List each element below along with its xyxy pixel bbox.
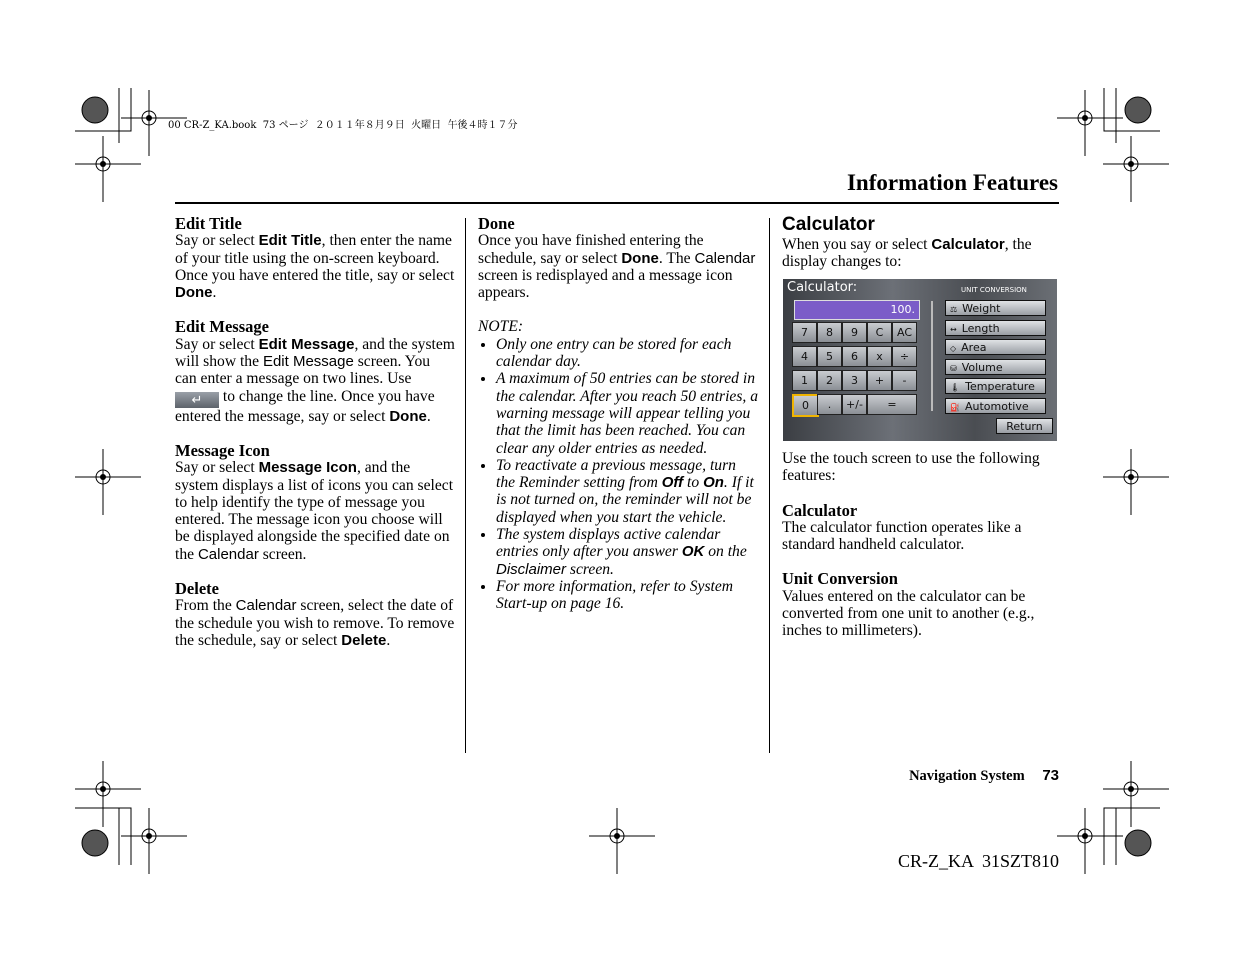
column-3-bottom [782, 450, 1062, 657]
unit-conversion-label: UNIT CONVERSION [961, 286, 1027, 294]
calculator-key[interactable]: 7 [792, 322, 817, 343]
unit-label: Length [961, 321, 1000, 335]
after-text [782, 450, 1062, 485]
note-item [496, 370, 758, 456]
text-segment: The system displays active calendar entries only after you answer [496, 526, 721, 561]
text-segment: When you say or select [782, 236, 932, 253]
document-code: CR-Z_KA 31SZT810 [897, 851, 1059, 871]
calculator-key[interactable]: 8 [817, 322, 842, 343]
section-heading: Edit Message [175, 317, 269, 337]
text-segment: Use the touch screen to use the following features: [782, 450, 1040, 485]
header-rule [175, 202, 1059, 204]
column-divider [465, 218, 466, 753]
text-segment: . [212, 284, 217, 302]
unit-label: Temperature [965, 380, 1035, 393]
text-segment: to change the line. Once you have entered the message, say or select [175, 387, 435, 425]
enter-key-icon: ↵ [175, 392, 219, 408]
text-segment: to [683, 474, 704, 492]
text-segment: , and the system will show the [175, 335, 455, 371]
ui-term: Edit Message [258, 335, 355, 353]
text-segment: screen. [258, 545, 307, 563]
text-segment: . [386, 631, 391, 649]
section-body [782, 588, 1062, 640]
section-body [175, 459, 455, 563]
calculator-key[interactable]: 9 [842, 322, 867, 343]
text-segment: , then enter the name of your title using the on-screen keyboard. Once you have entered the title, say or select [175, 232, 455, 284]
unit-label: Weight [962, 302, 1001, 315]
unit-label: Area [961, 341, 987, 354]
temperature-icon: 🌡 [950, 383, 961, 392]
calculator-key[interactable]: 3 [842, 370, 867, 391]
section-heading: Delete [175, 579, 219, 599]
text-segment: Say or select [175, 335, 259, 353]
text-segment: screen, select the date of the schedule you wish to remove. To remove the schedule, say or select [175, 597, 455, 649]
calculator-key[interactable]: AC [892, 322, 917, 343]
text-segment: Say or select [175, 459, 259, 477]
section-heading: Unit Conversion [782, 569, 898, 589]
return-button[interactable]: Return [996, 418, 1053, 434]
note-item [496, 578, 758, 613]
section-body [478, 232, 758, 301]
text-segment: screen. You can enter a message on two lines. Use [175, 353, 431, 388]
calculator-title: Calculator: [787, 280, 858, 295]
unit-button-weight[interactable] [945, 300, 1046, 316]
note-item [496, 526, 758, 578]
calculator-key[interactable]: +/- [842, 394, 867, 415]
calculator-key[interactable]: 6 [842, 346, 867, 367]
length-icon: ↔ [950, 324, 957, 334]
calculator-screen-image [783, 279, 1057, 441]
note-item [496, 336, 758, 371]
weight-icon: ⚖ [950, 305, 958, 314]
calculator-display: 100. [794, 300, 920, 320]
page-title: Information Features [846, 170, 1058, 195]
area-icon: ◇ [950, 344, 957, 353]
section-body [782, 519, 1062, 554]
ui-term: Calculator [931, 236, 1005, 253]
calculator-key[interactable]: C [867, 322, 892, 343]
unit-button-temperature[interactable] [945, 378, 1046, 394]
calculator-key[interactable]: = [867, 394, 917, 415]
text-segment: . [426, 407, 431, 425]
unit-button-automotive[interactable] [945, 398, 1046, 414]
ui-term: Calendar [694, 249, 756, 267]
text-segment: A maximum of 50 entries can be stored in the calendar. After you reach 50 entries, a warning message will appear telling you that the limit has been reached. You can clear any older entries as needed. [496, 370, 759, 457]
section-body [175, 336, 455, 425]
text-segment: From the [175, 597, 236, 615]
column-1 [175, 215, 455, 666]
calculator-key[interactable]: 5 [817, 346, 842, 367]
column-3-top [782, 214, 1062, 288]
ui-term: Done [621, 249, 659, 267]
calculator-key[interactable]: . [817, 394, 842, 415]
ui-term: Disclaimer [496, 560, 567, 578]
ui-term: Message Icon [258, 459, 357, 477]
column-divider [769, 218, 770, 753]
unit-button-area[interactable] [945, 339, 1046, 355]
text-segment: Values entered on the calculator can be converted from one unit to another (e.g., inches to millimeters). [782, 587, 1035, 640]
automotive-icon: ⛽ [950, 402, 960, 412]
section-heading: Message Icon [175, 440, 270, 460]
note-item [496, 457, 758, 526]
ui-term: Edit Title [258, 232, 322, 250]
ui-term: Calendar [235, 597, 297, 615]
text-segment: screen. [566, 560, 614, 578]
calculator-key[interactable]: 1 [792, 370, 817, 391]
section-heading: Edit Title [175, 214, 242, 233]
footer-section: Navigation System [909, 768, 1025, 784]
ui-term: Done [175, 284, 213, 302]
unit-button-length[interactable] [945, 320, 1046, 336]
calculator-key[interactable]: + [867, 370, 892, 391]
section-heading: Calculator [782, 500, 858, 520]
calculator-key[interactable]: - [892, 370, 917, 391]
ui-term: Edit Message [262, 353, 354, 371]
text-segment: . If it is not turned on, the reminder will not be displayed when you start the vehicle. [496, 474, 754, 526]
calculator-key[interactable]: 2 [817, 370, 842, 391]
section-heading: Done [478, 214, 515, 233]
unit-label: Automotive [964, 399, 1029, 413]
calculator-key[interactable]: 0 [792, 394, 819, 417]
text-segment: , and the system displays a list of icons you can select to help identify the type of message you entered. The message icon you choose will be displayed alongside the specified date on the [175, 459, 454, 563]
text-segment: Only one entry can be stored for each calendar day. [496, 335, 732, 371]
text-segment: To reactivate a previous message, turn the Reminder setting from [496, 456, 736, 492]
column-2 [478, 215, 758, 613]
section-body [175, 597, 455, 649]
text-segment: . The [658, 249, 695, 267]
section-body [175, 232, 455, 301]
calculator-key[interactable]: ÷ [892, 346, 917, 367]
divider [931, 301, 933, 411]
intro-text [782, 236, 1062, 271]
text-segment: Once you have finished entering the schedule, say or select [478, 232, 704, 267]
notes-list [478, 336, 758, 613]
text-segment: screen is redisplayed and a message icon appears. [478, 266, 733, 302]
text-segment: Say or select [175, 232, 259, 250]
print-line: 00 CR-Z_KA.book 73 ページ ２０１１年８月９日 火曜日 午後４時１７分 [168, 120, 518, 131]
calculator-key[interactable]: x [867, 346, 892, 367]
ui-term: Off [661, 474, 684, 492]
text-segment: The calculator function operates like a standard handheld calculator. [782, 518, 1022, 554]
unit-button-volume[interactable] [945, 359, 1046, 375]
text-segment: on the [704, 543, 747, 561]
calculator-heading: Calculator [782, 214, 875, 235]
ui-term: OK [681, 543, 705, 561]
note-label: NOTE: [478, 318, 524, 336]
unit-label: Volume [961, 360, 1003, 374]
ui-term: On [703, 474, 724, 492]
volume-icon: ⛁ [950, 363, 957, 373]
ui-term: Delete [341, 631, 387, 649]
text-segment: , the display changes to: [782, 236, 1032, 271]
page-footer [909, 767, 1059, 785]
text-segment: For more information, refer to System Start-up on page 16. [496, 577, 734, 613]
page-number: 73 [1042, 767, 1059, 784]
calculator-key[interactable]: 4 [792, 346, 817, 367]
ui-term: Done [389, 407, 427, 425]
ui-term: Calendar [197, 545, 259, 563]
